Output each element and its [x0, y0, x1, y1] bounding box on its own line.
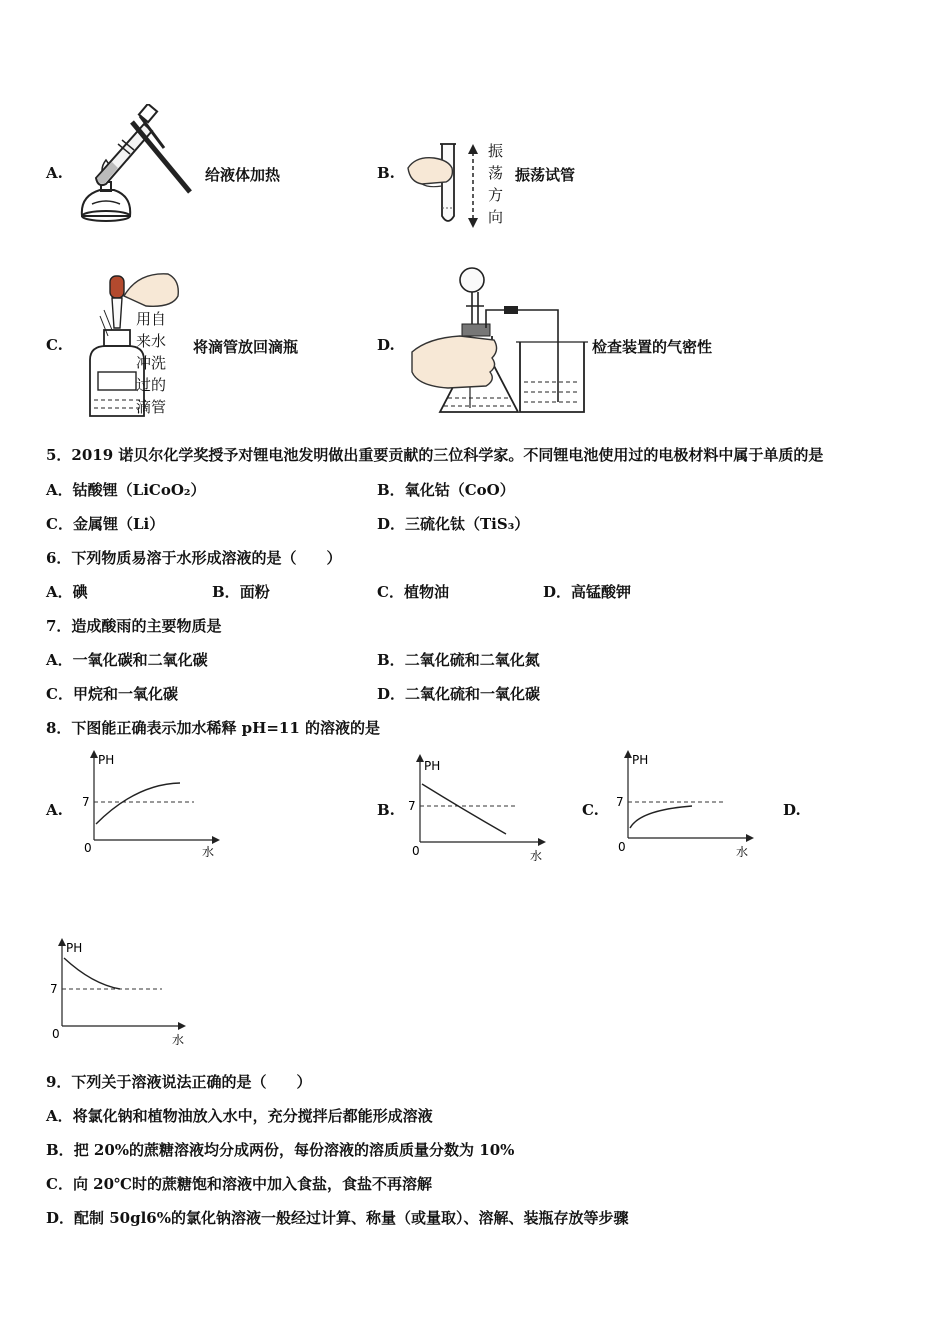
origin-label: 0 [84, 841, 92, 855]
q5-option-c [46, 513, 164, 534]
option-letter: A． [46, 1107, 73, 1125]
caption-line: 滴管 [136, 398, 167, 416]
option-text: 二氧化硫和二氧化氮 [404, 651, 540, 669]
option-text: 高锰酸钾 [571, 583, 632, 601]
option-letter: B． [377, 651, 405, 669]
y-axis-label: PH [424, 759, 441, 773]
ph-curve [422, 784, 506, 834]
option-text: 一氧化碳和二氧化碳 [72, 651, 208, 669]
x-axis-label: 水 [530, 849, 543, 863]
q8-option-c-letter: C. [582, 801, 599, 819]
option-letter: C． [46, 685, 73, 703]
x-axis-arrow [212, 836, 220, 844]
origin-label: 0 [412, 844, 420, 858]
y-axis-label: PH [632, 753, 649, 767]
dropper-caption [136, 308, 176, 418]
airtightness-check-illustration [408, 262, 588, 418]
origin-label: 0 [52, 1027, 60, 1041]
option-text: 金属锂（Li） [72, 515, 165, 533]
q4-option-b-letter: B. [377, 164, 395, 182]
q4-option-a-text: 给液体加热 [205, 166, 281, 184]
q5-option-a [46, 479, 205, 500]
option-text: 二氧化硫和一氧化碳 [405, 685, 541, 703]
q7-option-d [377, 683, 540, 704]
q6-stem: 6．下列物质易溶于水形成溶液的是（ ） [46, 549, 342, 567]
option-text: 向 20℃时的蔗糖饱和溶液中加入食盐，食盐不再溶解 [72, 1175, 433, 1193]
q7-option-c [46, 683, 178, 704]
q7-stem: 7．造成酸雨的主要物质是 [46, 617, 222, 635]
caption-line: 用自 [136, 310, 167, 328]
caption-line: 冲洗 [136, 354, 167, 372]
option-letter: A． [46, 651, 73, 669]
shaking-test-tube-illustration [402, 138, 466, 230]
q4-option-d-text: 检查装置的气密性 [592, 338, 713, 356]
option-text: 把 20%的蔗糖溶液均分成两份，每份溶液的溶质质量分数为 10% [73, 1141, 515, 1159]
x-axis-arrow [538, 838, 546, 846]
ph-curve [96, 783, 180, 824]
option-text: 植物油 [403, 583, 449, 601]
q6-option-d [543, 581, 631, 602]
option-letter: D． [46, 1209, 75, 1227]
q9-option-c [46, 1173, 432, 1194]
q4-option-c-letter: C. [46, 336, 63, 354]
q9-stem: 9．下列关于溶液说法正确的是（ ） [46, 1073, 312, 1091]
x-axis-arrow [746, 834, 754, 842]
heating-liquid-illustration [72, 104, 202, 234]
y-axis-arrow [90, 750, 98, 758]
q4-option-d-letter: D. [377, 336, 395, 354]
option-letter: C． [46, 1175, 73, 1193]
caption-line: 来水 [136, 332, 167, 350]
option-text: 三硫化钛（TiS₃） [405, 515, 530, 533]
q7-option-a [46, 649, 208, 670]
reference-label: 7 [408, 799, 416, 813]
q8-option-a-letter: A. [46, 801, 63, 819]
y-axis-arrow [416, 754, 424, 762]
label-char: 方 [488, 186, 504, 204]
y-axis-label: PH [66, 941, 83, 955]
option-text: 将氯化钠和植物油放入水中，充分搅拌后都能形成溶液 [72, 1107, 433, 1125]
option-letter: B． [377, 481, 405, 499]
q9-option-b [46, 1139, 514, 1160]
caption-line: 过的 [136, 376, 167, 394]
reference-label: 7 [50, 982, 58, 996]
y-axis-arrow [58, 938, 66, 946]
reference-label: 7 [616, 795, 624, 809]
option-letter: A． [46, 583, 73, 601]
label-char: 振 [488, 142, 504, 160]
option-text: 甲烷和一氧化碳 [72, 685, 178, 703]
option-text: 配制 50gl6%的氯化钠溶液一般经过计算、称量（或量取）、溶解、装瓶存放等步骤 [74, 1209, 629, 1227]
q5-option-b [377, 479, 515, 500]
q6-option-b [212, 581, 270, 602]
q6-option-a [46, 581, 88, 602]
q5-option-d [377, 513, 529, 534]
x-axis-label: 水 [172, 1033, 185, 1047]
ph-chart-a [76, 748, 226, 860]
q5-stem: 5．2019 诺贝尔化学奖授予对锂电池发明做出重要贡献的三位科学家。不同锂电池使用过的电极材料中属于单质的是 [46, 446, 824, 464]
option-text: 碘 [72, 583, 88, 601]
q4-option-b-text: 振荡试管 [515, 166, 576, 184]
ph-chart-c [614, 748, 764, 860]
q4-option-a-letter: A. [46, 164, 63, 182]
y-axis-label: PH [98, 753, 115, 767]
option-letter: B． [212, 583, 240, 601]
x-axis-label: 水 [202, 845, 215, 859]
q7-option-b [377, 649, 540, 670]
option-text: 面粉 [239, 583, 270, 601]
option-letter: B． [46, 1141, 74, 1159]
q9-option-a [46, 1105, 433, 1126]
label-char: 荡 [488, 164, 504, 182]
option-letter: C． [46, 515, 73, 533]
q8-stem: 8．下图能正确表示加水稀释 pH=11 的溶液的是 [46, 719, 380, 737]
shake-direction-arrow-icon [466, 142, 480, 230]
ph-curve [64, 958, 120, 989]
x-axis-label: 水 [736, 845, 749, 859]
x-axis-arrow [178, 1022, 186, 1030]
option-text: 氧化钴（CoO） [404, 481, 515, 499]
label-char: 向 [488, 208, 504, 226]
option-letter: D． [377, 685, 406, 703]
y-axis-arrow [624, 750, 632, 758]
q6-option-c [377, 581, 449, 602]
ph-chart-b [404, 752, 554, 864]
option-letter: A． [46, 481, 73, 499]
reference-label: 7 [82, 795, 90, 809]
q4-option-c-text: 将滴管放回滴瓶 [193, 338, 299, 356]
option-letter: D． [543, 583, 572, 601]
q8-option-b-letter: B. [377, 801, 395, 819]
q8-option-d-letter: D. [783, 801, 801, 819]
option-text: 钴酸锂（LiCoO₂） [72, 481, 206, 499]
origin-label: 0 [618, 840, 626, 854]
option-letter: D． [377, 515, 406, 533]
ph-curve [630, 806, 692, 828]
q9-option-d [46, 1207, 629, 1228]
shake-direction-label [488, 140, 504, 228]
option-letter: C． [377, 583, 404, 601]
ph-chart-d [44, 936, 194, 1048]
